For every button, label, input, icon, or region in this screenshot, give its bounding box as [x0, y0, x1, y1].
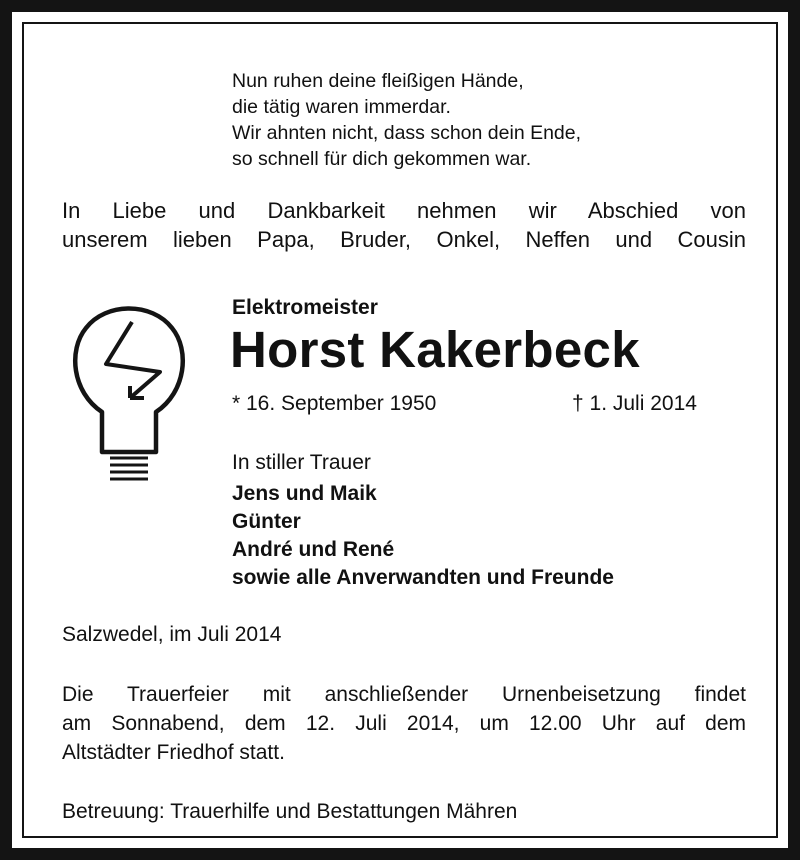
- mourner-name: Günter: [232, 510, 301, 533]
- poem-line: so schnell für dich gekommen war.: [232, 148, 532, 170]
- farewell-intro: [62, 196, 746, 254]
- poem-line: Nun ruhen deine fleißigen Hände,: [232, 70, 524, 92]
- ceremony-line: Altstädter Friedhof statt.: [62, 741, 285, 764]
- deceased-name: Horst Kakerbeck: [230, 321, 640, 378]
- inner-border: [22, 22, 778, 838]
- birth-date: * 16. September 1950: [232, 392, 437, 415]
- ceremony-line: am Sonnabend, dem 12. Juli 2014, um 12.00 Uhr auf dem: [62, 712, 746, 735]
- lightbulb-lightning-icon: [64, 294, 194, 499]
- intro-line: In Liebe und Dankbarkeit nehmen wir Abschied von: [62, 198, 746, 223]
- poem-line: Wir ahnten nicht, dass schon dein Ende,: [232, 122, 582, 144]
- mourners-list: [232, 480, 614, 592]
- mourners-intro: In stiller Trauer: [232, 451, 371, 474]
- ceremony-line: Die Trauerfeier mit anschließender Urnenbeisetzung findet: [62, 683, 746, 706]
- poem-line: die tätig waren immerdar.: [232, 96, 451, 118]
- mourner-name: sowie alle Anverwandten und Freunde: [232, 566, 614, 589]
- intro-line: unserem lieben Papa, Bruder, Onkel, Neffen und Cousin: [62, 227, 746, 252]
- death-date: † 1. Juli 2014: [572, 392, 697, 415]
- place-date: Salzwedel, im Juli 2014: [62, 623, 282, 646]
- mourner-name: André und René: [232, 538, 395, 561]
- deceased-profession: Elektromeister: [232, 296, 378, 319]
- ceremony-info: [62, 680, 746, 767]
- funeral-home: Betreuung: Trauerhilfe und Bestattungen Mähren: [62, 800, 518, 823]
- mourner-name: Jens und Maik: [232, 482, 377, 505]
- poem: [232, 68, 581, 172]
